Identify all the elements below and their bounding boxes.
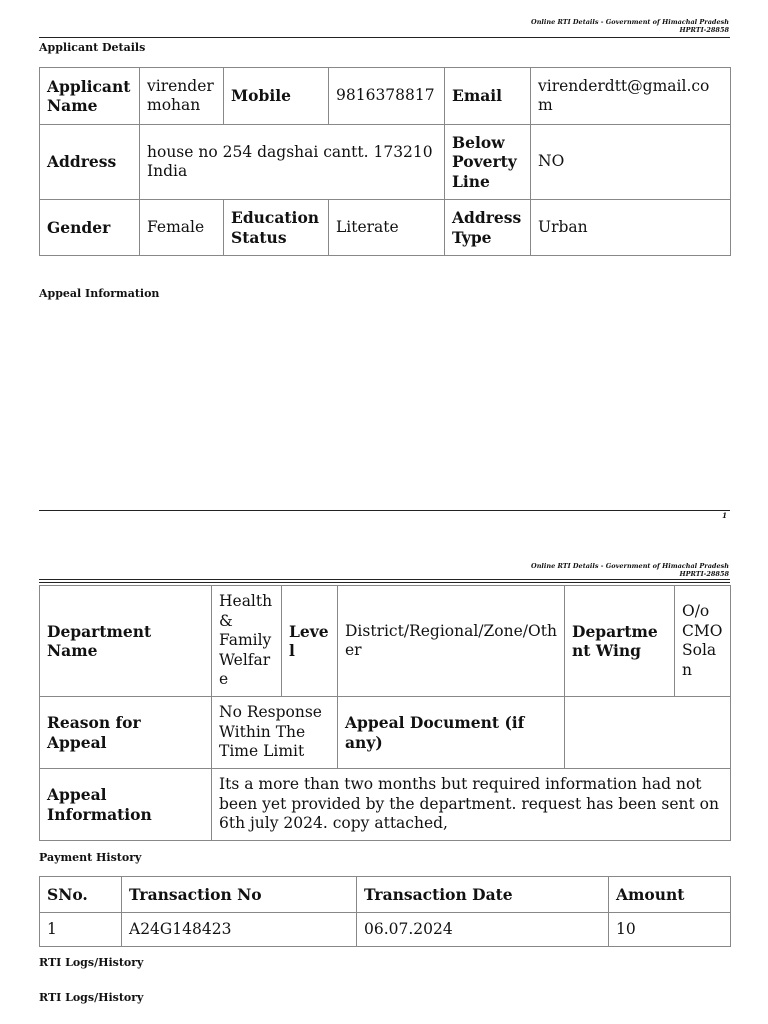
table-row	[40, 586, 731, 697]
header-divider	[39, 37, 730, 38]
bpl-label: Below Poverty Line	[445, 125, 531, 200]
header-divider	[39, 579, 730, 580]
address-type-label: Address Type	[445, 200, 531, 256]
page-header	[531, 562, 729, 578]
address-type-value: Urban	[531, 200, 731, 256]
table-row	[40, 125, 731, 200]
bpl-value: NO	[531, 125, 731, 200]
transaction-date-cell: 06.07.2024	[357, 913, 609, 947]
address-value: house no 254 dagshai cantt. 173210 India	[140, 125, 445, 200]
email-label: Email	[445, 68, 531, 125]
applicant-name-value: virender mohan	[140, 68, 224, 125]
header-rti-id: HPRTI-28858	[679, 26, 729, 34]
column-header: Transaction No	[122, 877, 357, 913]
department-name-value: Health & Family Welfare	[212, 586, 282, 697]
column-header: SNo.	[40, 877, 122, 913]
department-name-label: Department Name	[40, 586, 212, 697]
transaction-no-cell: A24G148423	[122, 913, 357, 947]
mobile-label: Mobile	[224, 68, 329, 125]
amount-cell: 10	[609, 913, 731, 947]
appeal-details-table	[39, 585, 731, 841]
reason-for-appeal-value: No Response Within The Time Limit	[212, 697, 338, 769]
table-header-row	[40, 877, 731, 913]
appeal-section-title: Appeal Information	[39, 287, 160, 300]
mobile-value: 9816378817	[329, 68, 445, 125]
sno-cell: 1	[40, 913, 122, 947]
education-value: Literate	[329, 200, 445, 256]
education-label: Education Status	[224, 200, 329, 256]
appeal-document-label: Appeal Document (if any)	[338, 697, 565, 769]
table-row	[40, 913, 731, 947]
department-wing-value: O/o CMO Solan	[675, 586, 731, 697]
level-label: Level	[282, 586, 338, 697]
table-row	[40, 769, 731, 841]
gender-value: Female	[140, 200, 224, 256]
applicant-details-table	[39, 67, 731, 256]
email-value: virenderdtt@gmail.com	[531, 68, 731, 125]
applicant-name-label: Applicant Name	[40, 68, 140, 125]
payment-history-table	[39, 876, 731, 947]
column-header: Transaction Date	[357, 877, 609, 913]
page-header	[531, 18, 729, 34]
header-title: Online RTI Details - Government of Himachal Pradesh	[531, 18, 729, 26]
reason-for-appeal-label: Reason for Appeal	[40, 697, 212, 769]
page-number: 1	[722, 511, 727, 520]
department-wing-label: Department Wing	[565, 586, 675, 697]
rti-logs-title: RTI Logs/History	[39, 956, 144, 969]
header-divider-second	[39, 582, 730, 583]
appeal-information-label: Appeal Information	[40, 769, 212, 841]
level-value: District/Regional/Zone/Other	[338, 586, 565, 697]
appeal-document-value	[565, 697, 731, 769]
column-header: Amount	[609, 877, 731, 913]
address-label: Address	[40, 125, 140, 200]
header-rti-id: HPRTI-28858	[679, 570, 729, 578]
payment-section-title: Payment History	[39, 851, 142, 864]
footer-divider	[39, 510, 730, 511]
table-row	[40, 200, 731, 256]
header-title: Online RTI Details - Government of Himachal Pradesh	[531, 562, 729, 570]
table-row	[40, 697, 731, 769]
applicant-section-title: Applicant Details	[39, 41, 146, 54]
gender-label: Gender	[40, 200, 140, 256]
rti-logs-title-secondary: RTI Logs/History	[39, 991, 144, 1004]
appeal-information-value: Its a more than two months but required information had not been yet provided by the department. request has been sent on 6th july 2024. copy attached,	[212, 769, 731, 841]
table-row	[40, 68, 731, 125]
